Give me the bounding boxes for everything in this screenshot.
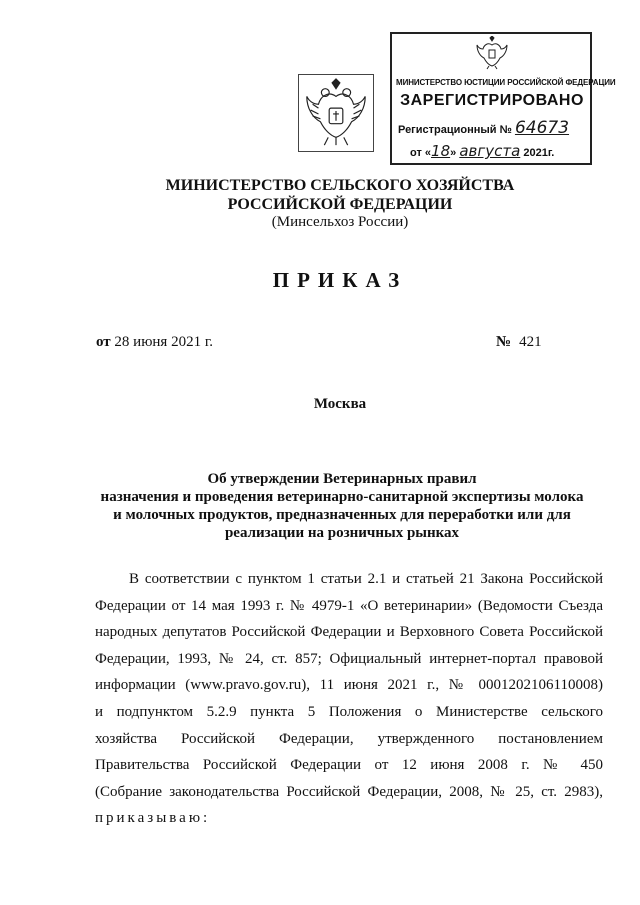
body-line: информации (www.pravo.gov.ru), 11 июня 2021 г., № 0001202106110008) (95, 677, 603, 694)
stamp-emblem (476, 36, 508, 70)
order-body (95, 566, 603, 832)
body-line: Федерации, 1993, № 24, ст. 857; Официальный интернет-портал правовой (95, 650, 603, 667)
stamp-registration-line (398, 118, 590, 138)
body-line: и подпунктом 5.2.9 пункта 5 Положения о Министерстве сельского (95, 703, 603, 720)
stamp-date-prefix: от (410, 147, 422, 159)
order-subject (86, 470, 598, 542)
subject-line-1: Об утверждении Ветеринарных правил (207, 471, 477, 487)
ministry-name-line-1: МИНИСТЕРСТВО СЕЛЬСКОГО ХОЗЯЙСТВА (165, 177, 515, 194)
stamp-date-month: августа (459, 142, 521, 160)
order-number-value: 421 (519, 334, 542, 350)
stamp-ministry-name: МИНИСТЕРСТВО ЮСТИЦИИ РОССИЙСКОЙ ФЕДЕРАЦИИ (396, 78, 616, 87)
subject-line-2: назначения и проведения ветеринарно-санитарной экспертизы молока (100, 489, 584, 505)
ministry-name-line-2: РОССИЙСКОЙ ФЕДЕРАЦИИ (227, 196, 453, 213)
registration-stamp (390, 32, 616, 165)
stamp-date-day: 18 (431, 142, 451, 160)
double-headed-eagle-icon (299, 75, 373, 151)
stamp-reg-label: Регистрационный № (398, 124, 512, 136)
coat-of-arms-emblem (298, 74, 374, 152)
ministry-short-name: (Минсельхоз России) (271, 214, 409, 230)
order-date-value: 28 июня 2021 г. (114, 334, 214, 350)
body-line: хозяйства Российской Федерации, утвержденного постановлением (95, 730, 603, 747)
subject-line-3: и молочных продуктов, предназначенных для переработки или для (113, 507, 571, 523)
order-date-label: от (96, 334, 111, 350)
body-line: народных депутатов Российской Федерации и Верховного Совета Российской (95, 624, 603, 641)
subject-line-4: реализации на розничных рынках (224, 525, 460, 541)
body-line: (Собрание законодательства Российской Федерации, 2008, № 25, ст. 2983), (95, 783, 603, 800)
body-line: Правительства Российской Федерации от 12 июня 2008 г. № 450 (95, 757, 603, 774)
order-city: Москва (313, 396, 367, 412)
stamp-registered-label: ЗАРЕГИСТРИРОВАНО (400, 92, 584, 109)
ministry-name (120, 176, 560, 214)
stamp-date-suffix: г. (547, 147, 555, 159)
body-line: В соответствии с пунктом 1 статьи 2.1 и статьей 21 Закона Российской (129, 571, 603, 587)
body-closing: приказываю: (95, 810, 211, 827)
stamp-date-year: 2021 (523, 147, 548, 159)
stamp-eagle-icon (476, 36, 508, 70)
order-date (96, 334, 213, 351)
order-number (496, 334, 542, 351)
stamp-reg-number: 64673 (514, 118, 570, 138)
body-line: Федерации от 14 мая 1993 г. № 4979-1 «О ветеринарии» (Ведомости Съезда (95, 597, 603, 614)
stamp-date-line: от «18» августа 2021г. (410, 142, 555, 160)
order-number-label: № (496, 334, 512, 350)
order-title: ПРИКАЗ (272, 268, 408, 292)
